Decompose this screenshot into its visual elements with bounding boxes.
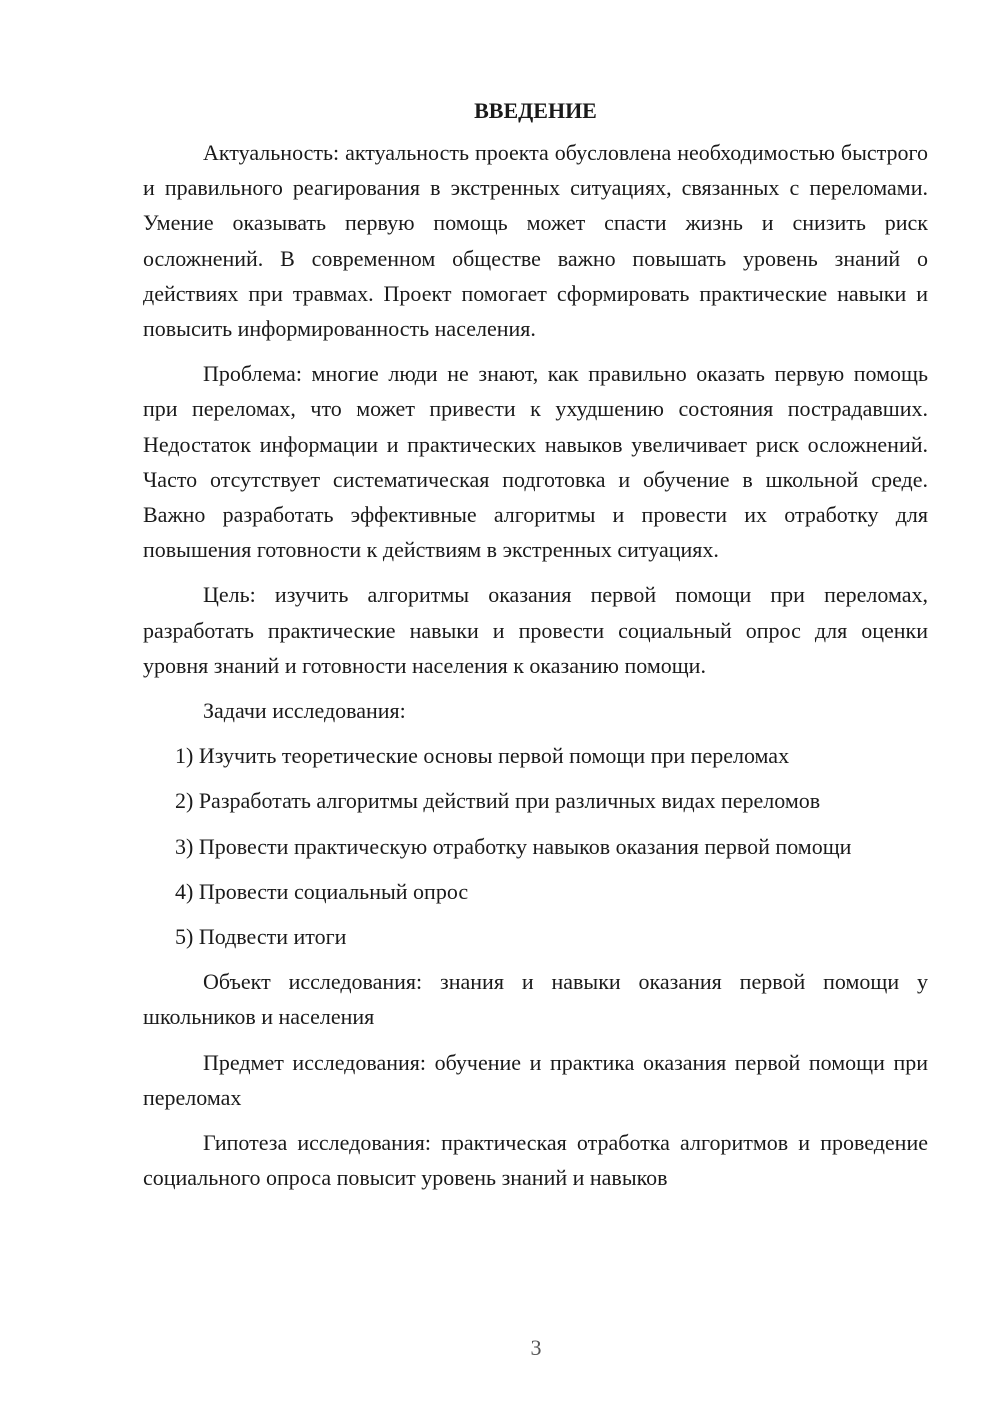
paragraph-subject: Предмет исследования: обучение и практика оказания первой помощи при переломах — [143, 1049, 928, 1110]
task-item-1: 1) Изучить теоретические основы первой помощи при переломах — [175, 743, 790, 769]
paragraph-goal: Цель: изучить алгоритмы оказания первой помощи при переломах, разработать практические навыки и провести социальный опрос для оценки уровня знаний и готовности населения к оказанию помощи. — [143, 582, 928, 678]
text-area — [143, 93, 928, 1205]
paragraph-relevance: Актуальность: актуальность проекта обусловлена необходимостью быстрого и правильного реагирования в экстренных ситуациях, связанных с переломами. Умение оказывать первую помощь может спасти жизнь и снизить риск осложнений. В современном обществе важно повышать уровень знаний о действиях при травмах. Проект помогает сформировать практические навыки и повысить информированность населения. — [143, 140, 928, 342]
paragraph-hypothesis: Гипотеза исследования: практическая отработка алгоритмов и проведение социального опроса повысит уровень знаний и навыков — [143, 1130, 928, 1191]
section-heading: ВВЕДЕНИЕ — [474, 98, 597, 123]
task-item-2: 2) Разработать алгоритмы действий при различных видах переломов — [175, 788, 821, 814]
paragraph-tasks-heading: Задачи исследования: — [203, 698, 406, 724]
task-item-5: 5) Подвести итоги — [175, 924, 347, 950]
page-number: 3 — [530, 1335, 542, 1360]
paragraph-object: Объект исследования: знания и навыки оказания первой помощи у школьников и населения — [143, 969, 928, 1030]
task-item-4: 4) Провести социальный опрос — [175, 878, 469, 904]
paragraph-problem: Проблема: многие люди не знают, как правильно оказать первую помощь при переломах, что может привести к ухудшению состояния пострадавших. Недостаток информации и практических навыков увеличивает риск осложнений. Часто отсутствует систематическая подготовка и обучение в школьной среде. Важно разработать эффективные алгоритмы и провести их отработку для повышения готовности к действиям в экстренных ситуациях. — [143, 361, 928, 563]
task-item-3: 3) Провести практическую отработку навыков оказания первой помощи — [175, 833, 852, 859]
